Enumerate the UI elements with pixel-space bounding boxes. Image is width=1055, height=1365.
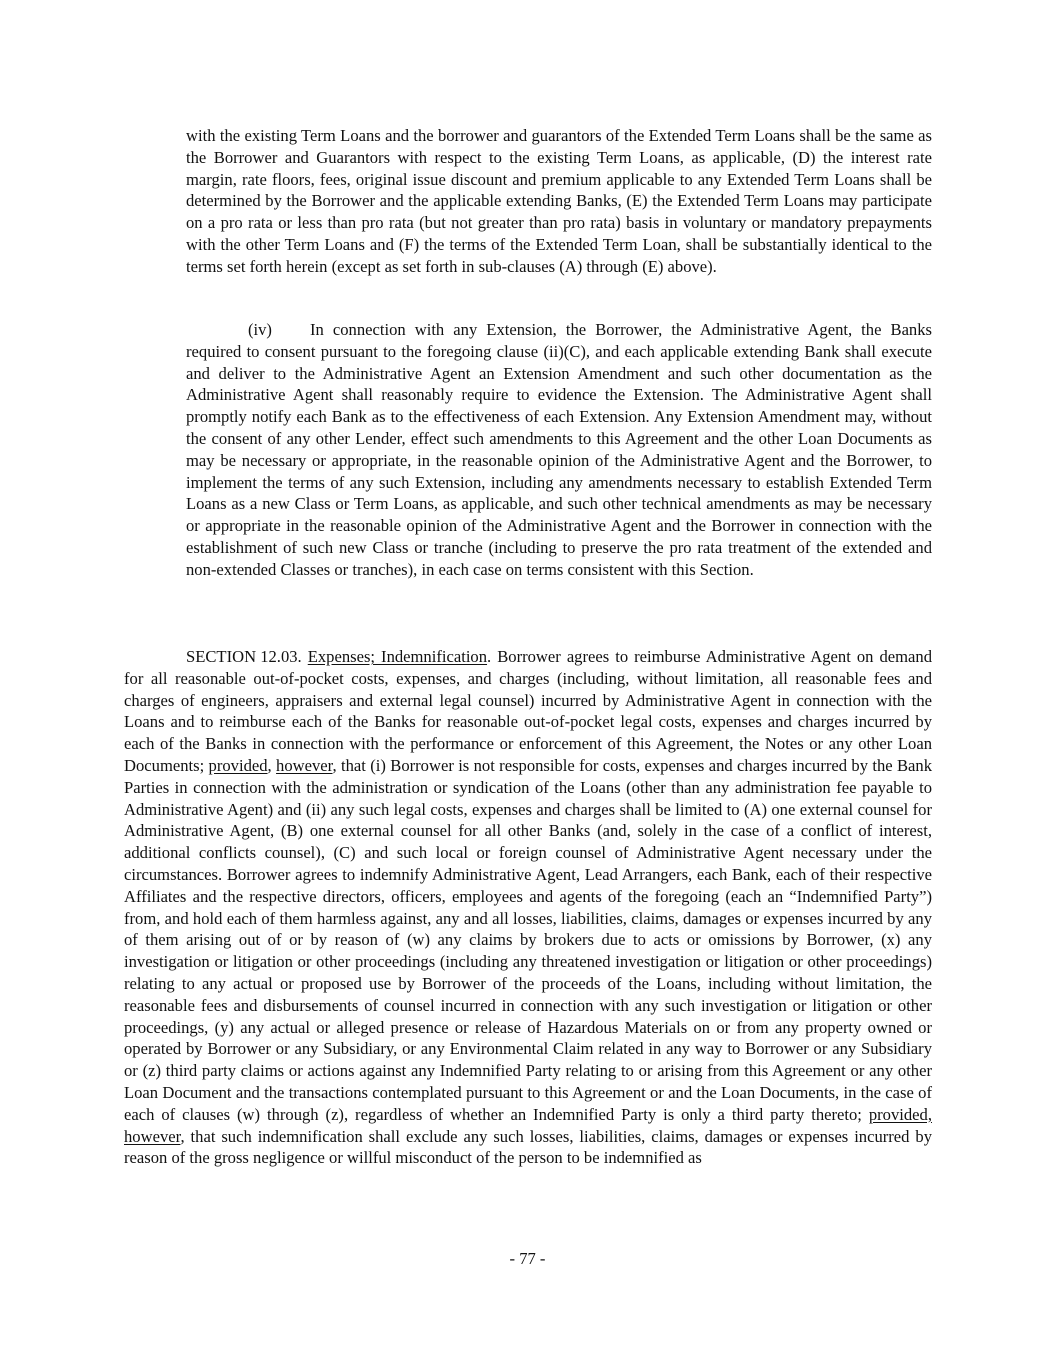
paragraph-iv-text: In connection with any Extension, the Borrower, the Administrative Agent, the Banks required to consent pursuant to the foregoing clause (ii)(C), and each applicable extending Bank shall execute and deliver to the Administrative Agent an Extension Amendment and such other documentation as the Administrative Agent shall reasonably require to evidence the Extension. The Administrative Agent shall promptly notify each Bank as to the effectiveness of each Extension. Any Extension Amendment may, without the consent of any other Lender, effect such amendments to this Agreement and the other Loan Documents as may be necessary or appropriate, in the reasonable opinion of the Administrative Agent and the Borrower, to implement the terms of any such Extension, including any amendments necessary to establish Extended Term Loans as a new Class or Term Loans, as applicable, and such other technical amendments as may be necessary or appropriate in the reasonable opinion of the Administrative Agent and the Borrower in connection with the establishment of such new Class or tranche (including to preserve the pro rata treatment of the extended and non-extended Classes or tranches), in each case on terms consistent with this Section. [186, 320, 932, 579]
section-text-b: , that (i) Borrower is not responsible for costs, expenses and charges incurred by the Bank Parties in connection with the administration or syndication of the Loans (other than any administration fee payable to Administrative Agent) and (ii) any such legal costs, expenses and charges shall be limited to (A) one external counsel for Administrative Agent, (B) one external counsel for all other Banks (and, solely in the case of a conflict of interest, additional conflicts counsel), (C) and such local or foreign counsel of Administrative Agent necessary under the circumstances. Borrower agrees to indemnify Administrative Agent, Lead Arrangers, each Bank, each of their respective Affiliates and the respective directors, officers, employees and agents of the foregoing (each an “Indemnified Party”) from, and hold each of them harmless against, any and all losses, liabilities, claims, damages or expenses incurred by any of them arising out of or by reason of (w) any claims by brokers due to acts or omissions by Borrower, (x) any investigation or litigation or other proceedings (including any threatened investigation or litigation or other proceedings) relating to any actual or proposed use by Borrower of the proceeds of the Loans, including without limitation, the reasonable fees and disbursements of counsel incurred in connection with any such investigation or litigation or other proceedings, (y) any actual or alleged presence or release of Hazardous Materials on or from any property owned or operated by Borrower or any Subsidiary, or any Environmental Claim related in any way to Borrower or any Subsidiary or (z) third party claims or actions against any Indemnified Party relating to or arising from this Agreement or any other Loan Document and the transactions contemplated pursuant to this Agreement or and the Loan Documents, in the case of each of clauses (w) through (z), regardless of whether an Indemnified Party is only a third party thereto; [124, 755, 932, 1124]
provided-however-term-2: provided, however [124, 1104, 932, 1146]
comma-1: , [267, 755, 277, 775]
section-title: Expenses; Indemnification [307, 647, 488, 666]
clause-marker: (iv) [248, 320, 272, 339]
page-number: - 77 - [509, 1249, 546, 1268]
provided-term-1: provided [208, 755, 268, 775]
paragraph-continuation: with the existing Term Loans and the borrower and guarantors of the Extended Term Loans shall be the same as the Borrower and Guarantors with respect to the existing Term Loans, as applicable, (D) the interest rate margin, rate floors, fees, original issue discount and premium applicable to any Extended Term Loans shall be determined by the Borrower and the applicable extending Banks, (E) the Extended Term Loans may participate on a pro rata or less than pro rata (but not greater than pro rata) basis in voluntary or mandatory prepayments with the other Term Loans and (F) the terms of the Extended Term Loan, shall be substantially identical to the terms set forth herein (except as set forth in sub-clauses (A) through (E) above). [186, 126, 932, 276]
paragraph-iv [186, 319, 932, 581]
section-12-03 [124, 646, 932, 1169]
section-text-c: , that such indemnification shall exclude any such losses, liabilities, claims, damages or expenses incurred by reason of the gross negligence or willful misconduct of the person to be indemnified as [124, 1126, 932, 1168]
section-number: SECTION 12.03. [186, 647, 302, 666]
however-term-1: however [276, 755, 333, 775]
section-text-a: . Borrower agrees to reimburse Administrative Agent on demand for all reasonable out-of-pocket costs, expenses, and charges (including, without limitation, all reasonable fees and charges of engineers, appraisers and external legal counsel) incurred by Administrative Agent in connection with the Loans and to reimburse each of the Banks for reasonable out-of-pocket legal costs, expenses and charges incurred by each of the Banks in connection with the performance or enforcement of this Agreement, the Notes or any other Loan Documents; [124, 647, 932, 775]
